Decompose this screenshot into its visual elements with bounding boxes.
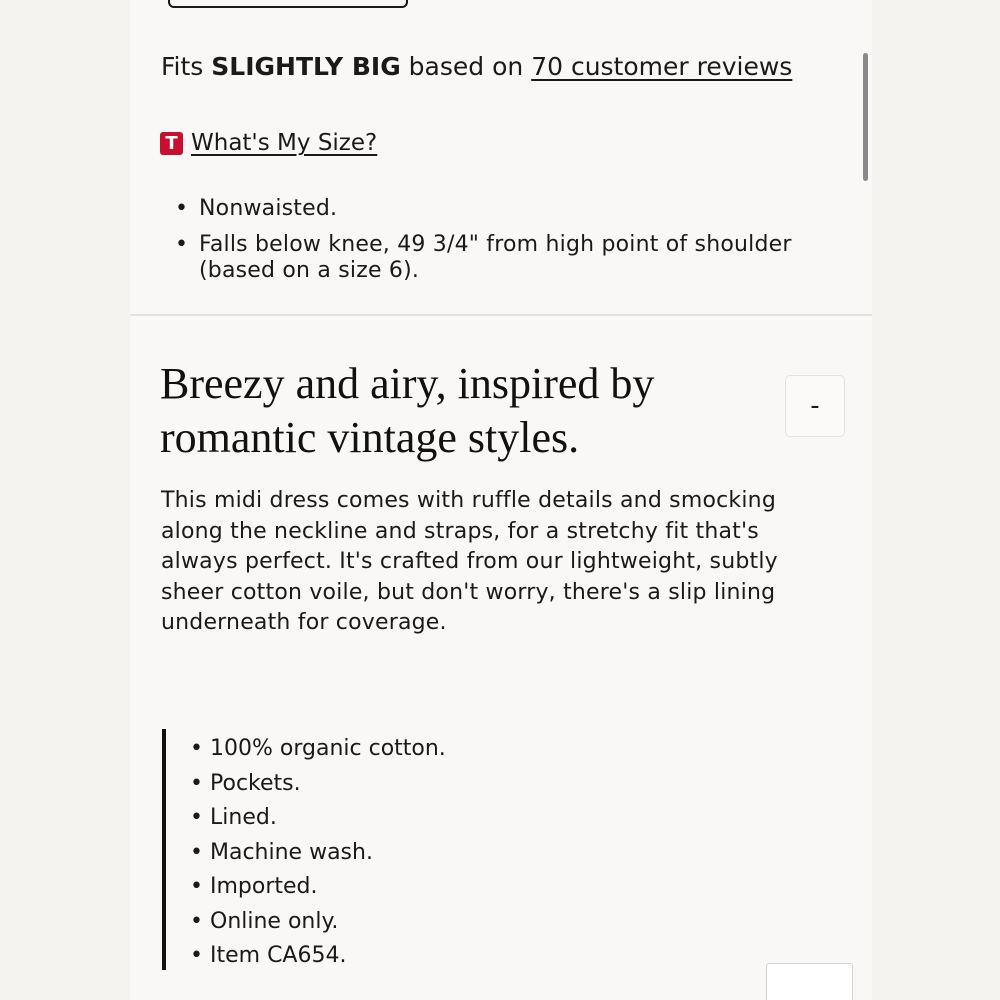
product-heading: Breezy and airy, inspired by romantic vintage styles. bbox=[160, 359, 655, 462]
scrollbar-thumb[interactable] bbox=[863, 53, 868, 181]
list-item: • Pockets. bbox=[190, 767, 446, 802]
fit-verdict: SLIGHTLY BIG bbox=[211, 52, 401, 81]
list-item: • Imported. bbox=[190, 870, 446, 905]
fit-summary bbox=[161, 52, 792, 82]
customer-reviews-link[interactable]: 70 customer reviews bbox=[531, 52, 793, 81]
talbots-t-logo-icon: T bbox=[160, 132, 183, 155]
product-info-panel bbox=[130, 0, 872, 1000]
whats-my-size-row[interactable] bbox=[160, 130, 377, 156]
product-details-block bbox=[162, 729, 446, 970]
fit-notes-list bbox=[175, 196, 815, 294]
list-item: • Falls below knee, 49 3/4" from high point of shoulder (based on a size 6). bbox=[175, 232, 815, 284]
list-item: • Lined. bbox=[190, 801, 446, 836]
list-item: • Online only. bbox=[190, 905, 446, 940]
whats-my-size-link[interactable]: What's My Size? bbox=[191, 130, 378, 156]
list-item: • Item CA654. bbox=[190, 939, 446, 974]
list-item: • Nonwaisted. bbox=[175, 196, 815, 222]
fit-prefix: Fits bbox=[161, 52, 212, 81]
fit-middle: based on bbox=[400, 52, 532, 81]
list-item: • Machine wash. bbox=[190, 836, 446, 871]
product-description: This midi dress comes with ruffle details and smocking along the neckline and straps, for a stretchy fit that's always perfect. It's crafted from our lightweight, subtly sheer cotton voile, but don't worry, there's a slip lining underneath for coverage. bbox=[161, 488, 778, 635]
collapse-section-button[interactable]: - bbox=[785, 375, 845, 437]
list-item: • 100% organic cotton. bbox=[190, 732, 446, 767]
top-button-partial[interactable] bbox=[168, 0, 408, 8]
product-details-list bbox=[166, 729, 446, 974]
bottom-button-partial[interactable] bbox=[766, 963, 853, 1000]
section-divider bbox=[130, 314, 872, 316]
